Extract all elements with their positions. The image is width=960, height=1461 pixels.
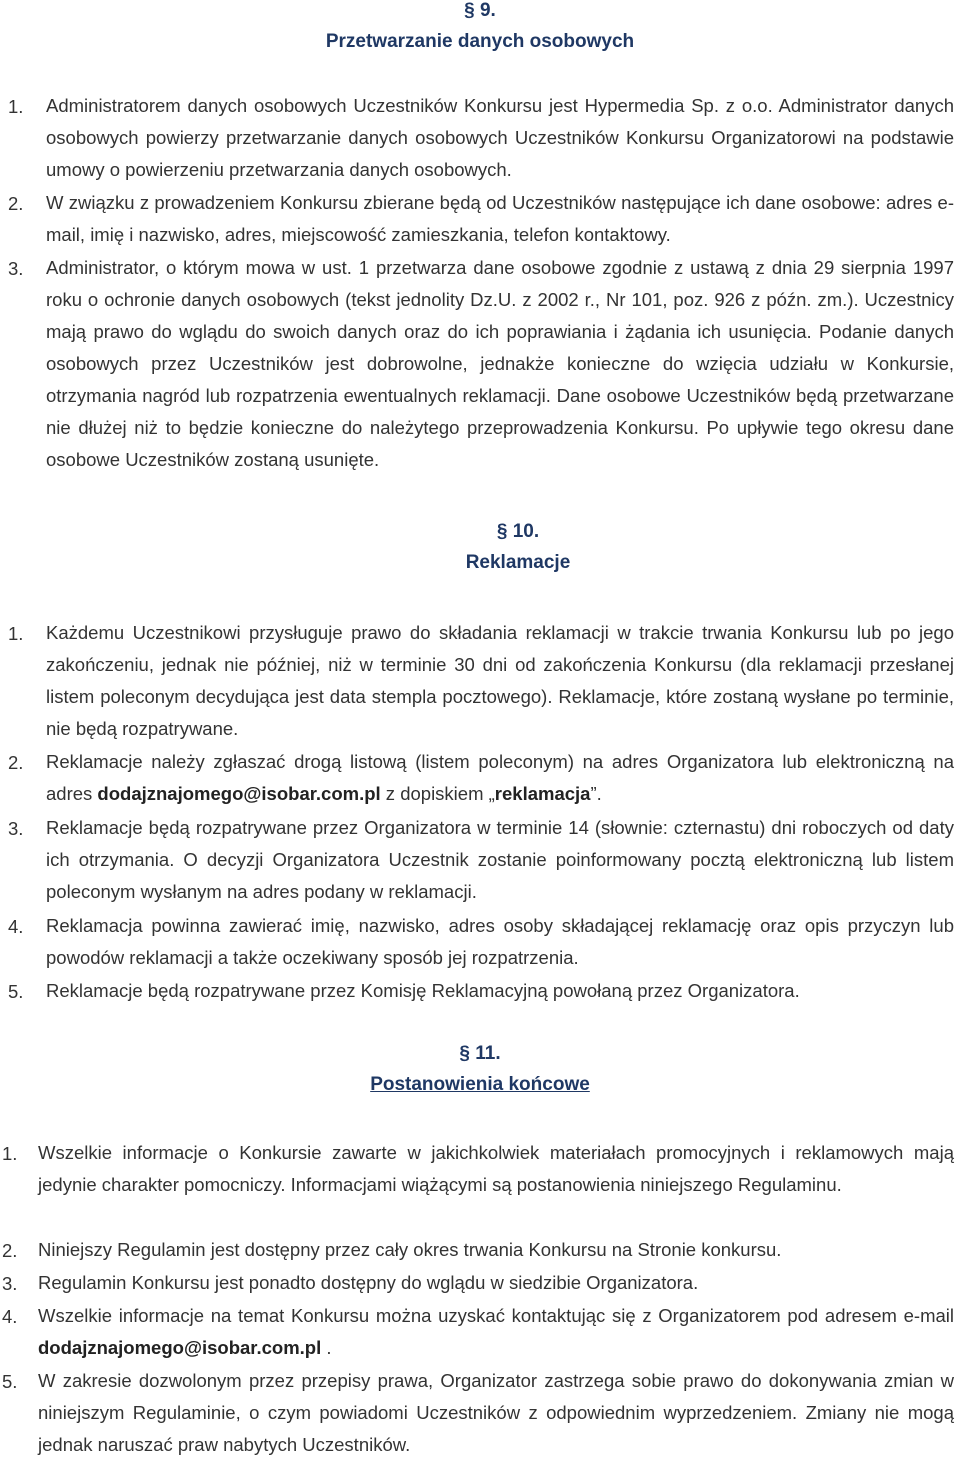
section-11-title: Postanowienia końcowe [370, 1074, 590, 1095]
s10-item-2-text: Reklamacje należy zgłaszać drogą listową (listem poleconym) na adres Organizatora lub elektroniczną na adres dodajznajomego@isobar.com.pl z dopiskiem „reklamacja”. [46, 751, 954, 804]
s10-item-1-text: Każdemu Uczestnikowi przysługuje prawo do składania reklamacji w trakcie trwania Konkursu lub po jego zakończeniu, jednak nie później, niż w terminie 30 dni od zakończenia Konkursu (dla reklamacji przesłanej listem poleconym decydująca jest data stempla pocztowego). Reklamacje, które zostaną wysłane po terminie, nie będą rozpatrywane. [46, 622, 954, 739]
s9-item-3-text: Administrator, o którym mowa w ust. 1 przetwarza dane osobowe zgodnie z ustawą z dnia 29 sierpnia 1997 roku o ochronie danych osobowych (tekst jednolity Dz.U. z 2002 r., Nr 101, poz. 926 z późn. zm.). Uczestnicy mają prawo do wglądu do swoich danych oraz do ich poprawiania i żądania ich usunięcia. Podanie danych osobowych przez Uczestników jest dobrowolne, jednakże konieczne do wzięcia udziału w Konkursie, otrzymania nagród lub rozpatrzenia ewentualnych reklamacji. Dane osobowe Uczestników będą przetwarzane nie dłużej niż to będzie konieczne do należytego przeprowadzenia Konkursu. Po upływie tego okresu dane osobowe Uczestników zostaną usunięte. [46, 257, 954, 470]
s10-item-4-number: 4. [8, 916, 24, 937]
section-9-number: § 9. [464, 0, 496, 21]
s11-item-3-text: Regulamin Konkursu jest ponadto dostępny do wglądu w siedzibie Organizatora. [38, 1272, 699, 1293]
s10-item-3-number: 3. [8, 818, 24, 839]
s9-item-2-text: W związku z prowadzeniem Konkursu zbierane będą od Uczestników następujące ich dane osobowe: adres e-mail, imię i nazwisko, adres, miejscowość zamieszkania, telefon kontaktowy. [46, 192, 954, 245]
s10-item-5-number: 5. [8, 981, 24, 1002]
subject-keyword: reklamacja [494, 783, 591, 804]
s11-item-1-text: Wszelkie informacje o Konkursie zawarte w jakichkolwiek materiałach promocyjnych i reklamowych mają jedynie charakter pomocniczy. Informacjami wiążącymi są postanowienia niniejszego Regulaminu. [38, 1142, 954, 1195]
s11-item-2-number: 2. [2, 1240, 18, 1261]
s11-item-4-number: 4. [2, 1306, 18, 1327]
section-10-number: § 10. [496, 521, 540, 542]
s11-item-2-text: Niniejszy Regulamin jest dostępny przez cały okres trwania Konkursu na Stronie konkursu. [38, 1239, 782, 1260]
section-11-number: § 11. [459, 1043, 501, 1064]
s9-item-1-number: 1. [8, 96, 24, 117]
s9-item-2-number: 2. [8, 193, 24, 214]
s11-item-1-number: 1. [2, 1143, 18, 1164]
section-10-title: Reklamacje [465, 552, 571, 573]
s10-item-1-number: 1. [8, 623, 24, 644]
s11-item-5-text: W zakresie dozwolonym przez przepisy prawa, Organizator zastrzega sobie prawo do dokonywania zmian w niniejszym Regulaminie, o czym powiadomi Uczestników z odpowiednim wyprzedzeniem. Zmiany nie mogą jednak naruszać praw nabytych Uczestników. [38, 1370, 954, 1455]
s9-item-3-number: 3. [8, 258, 24, 279]
s10-item-2-number: 2. [8, 752, 24, 773]
email-address: dodajznajomego@isobar.com.pl [97, 783, 381, 804]
section-9-title: Przetwarzanie danych osobowych [325, 31, 635, 52]
s9-item-1-text: Administratorem danych osobowych Uczestników Konkursu jest Hypermedia Sp. z o.o. Administrator danych osobowych powierzy przetwarzanie danych osobowych Uczestników Konkursu Organizatorowi na podstawie umowy o powierzeniu przetwarzania danych osobowych. [46, 95, 954, 180]
s10-item-5-text: Reklamacje będą rozpatrywane przez Komisję Reklamacyjną powołaną przez Organizatora. [46, 980, 800, 1001]
email-address-2: dodajznajomego@isobar.com.pl [38, 1337, 322, 1358]
s11-item-4-text: Wszelkie informacje na temat Konkursu można uzyskać kontaktując się z Organizatorem pod adresem e-mail dodajznajomego@isobar.com.pl . [38, 1305, 954, 1358]
s11-item-5-number: 5. [2, 1371, 18, 1392]
s10-item-3-text: Reklamacje będą rozpatrywane przez Organizatora w terminie 14 (słownie: czternastu) dni roboczych od daty ich otrzymania. O decyzji Organizatora Uczestnik zostanie poinformowany pocztą elektroniczną lub listem poleconym wysłanym na adres podany w reklamacji. [46, 817, 954, 902]
s11-item-3-number: 3. [2, 1273, 18, 1294]
s10-item-4-text: Reklamacja powinna zawierać imię, nazwisko, adres osoby składającej reklamację oraz opis przyczyn lub powodów reklamacji a także oczekiwany sposób jej rozpatrzenia. [46, 915, 954, 968]
